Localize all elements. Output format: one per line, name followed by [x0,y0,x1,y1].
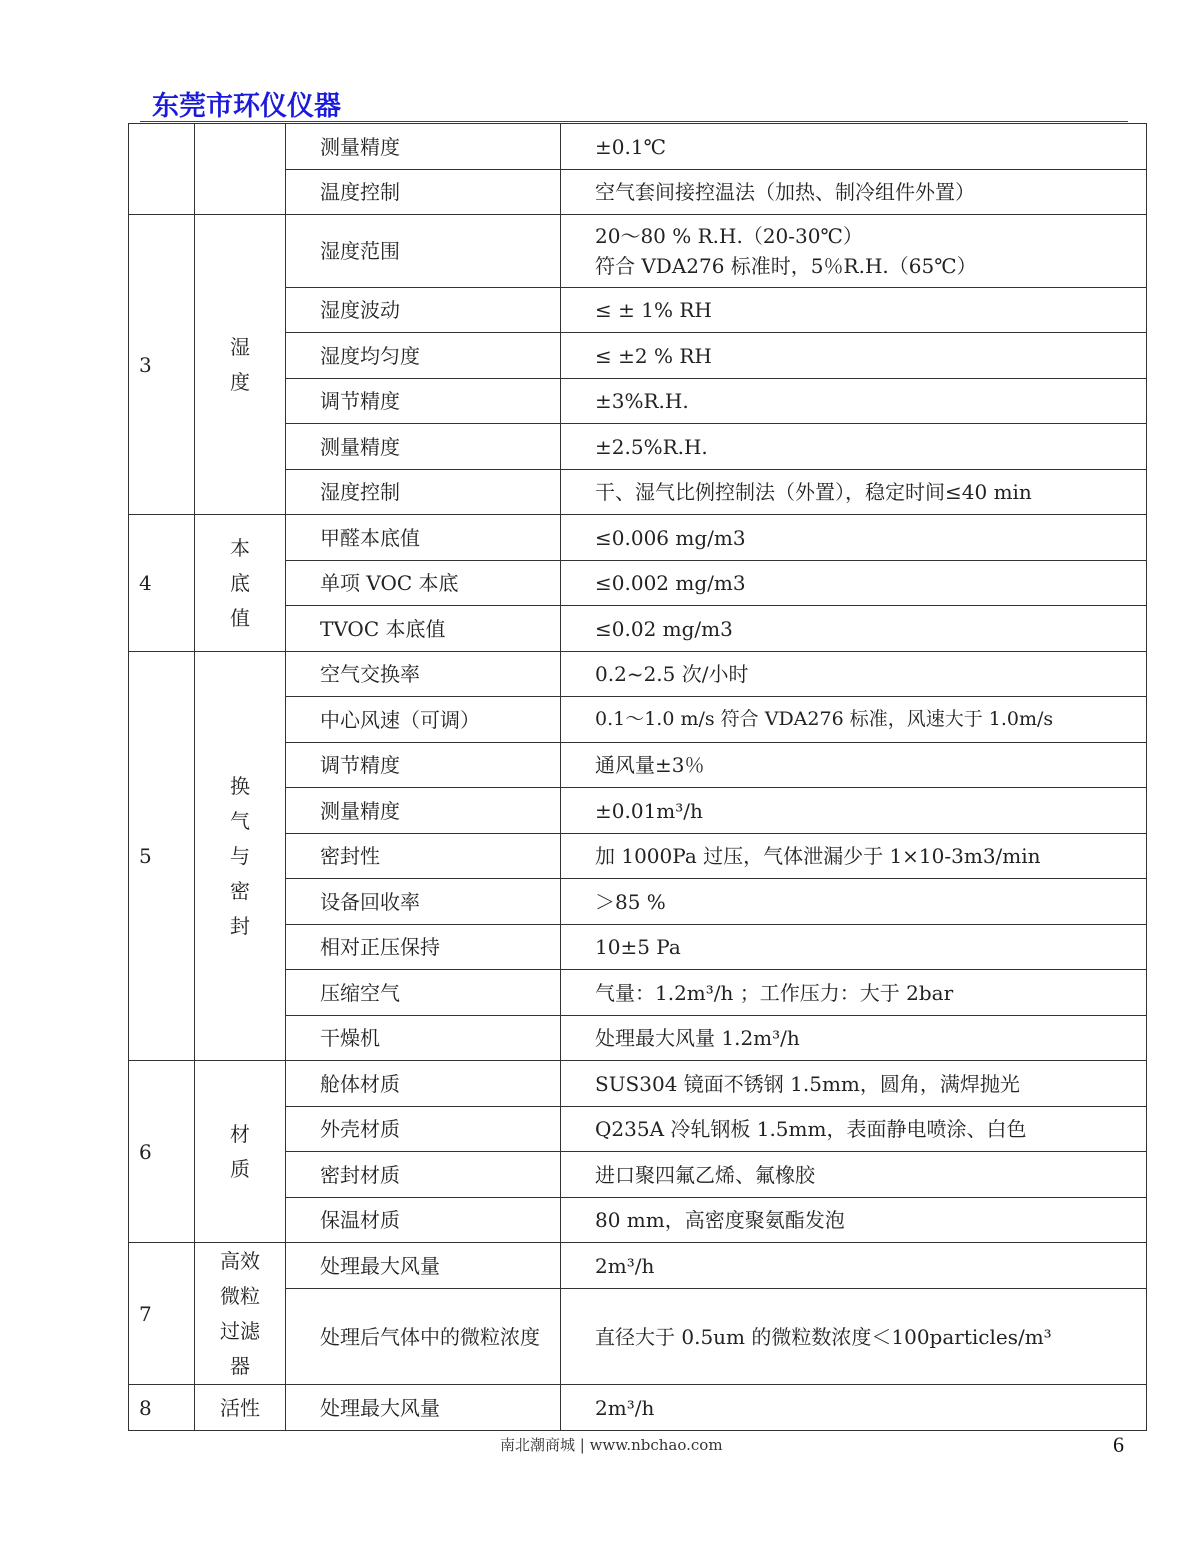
value-cell: SUS304 镜面不锈钢 1.5mm，圆角，满焊抛光 [561,1061,1147,1107]
item-cell: 处理最大风量 [286,1243,561,1289]
item-cell: 相对正压保持 [286,925,561,970]
item-cell: 湿度控制 [286,470,561,515]
value-cell: ＞85 % [561,879,1147,925]
item-cell: 外壳材质 [286,1107,561,1152]
table-row [129,215,1147,288]
value-cell: ±0.01m³/h [561,788,1147,834]
page-number: 6 [1113,1432,1124,1457]
table-row [129,124,1147,170]
value-cell: 通风量±3％ [561,743,1147,788]
value-cell: ±0.1℃ [561,124,1147,170]
value-cell: 0.1～1.0 m/s 符合 VDA276 标准，风速大于 1.0m/s [561,697,1147,743]
category-label: 高效微粒过滤器 [220,1248,260,1378]
value-cell: 直径大于 0.5um 的微粒数浓度＜100particles/m³ [561,1289,1147,1385]
header-divider [140,121,1128,122]
category-label: 材质 [230,1121,250,1181]
row-number-cell: 5 [129,652,195,1061]
value-cell: ≤0.002 mg/m3 [561,561,1147,606]
company-title: 东莞市环仪仪器 [152,91,341,122]
item-cell [286,1289,561,1385]
value-cell: 进口聚四氟乙烯、氟橡胶 [561,1152,1147,1198]
value-cell: ≤ ± 1% RH [561,288,1147,333]
item-cell: 湿度波动 [286,288,561,333]
value-cell: ≤0.006 mg/m3 [561,515,1147,561]
row-number-cell [129,124,195,215]
value-cell: 处理最大风量 1.2m³/h [561,1016,1147,1061]
value-cell: 80 mm，高密度聚氨酯发泡 [561,1198,1147,1243]
item-cell: 保温材质 [286,1198,561,1243]
value-cell: 2m³/h [561,1385,1147,1431]
spec-table [128,123,1147,1431]
value-cell: 空气套间接控温法（加热、制冷组件外置） [561,170,1147,215]
row-number-cell: 7 [129,1243,195,1385]
category-label: 换气与密封 [230,773,250,938]
item-cell: 密封材质 [286,1152,561,1198]
table-row [129,515,1147,561]
item-cell: 空气交换率 [286,652,561,697]
item-cell: TVOC 本底值 [286,606,561,652]
category-cell [195,215,286,515]
item-cell: 压缩空气 [286,970,561,1016]
value-line: 符合 VDA276 标准时，5％R.H.（65℃） [595,254,977,278]
table-row [129,1385,1147,1431]
item-cell: 温度控制 [286,170,561,215]
item-cell: 单项 VOC 本底 [286,561,561,606]
item-cell: 处理最大风量 [286,1385,561,1431]
value-cell: 气量：1.2m³/h ；工作压力：大于 2bar [561,970,1147,1016]
row-number-cell: 4 [129,515,195,652]
table-row [129,652,1147,697]
value-cell: ±3%R.H. [561,379,1147,424]
category-label: 湿度 [230,334,250,394]
item-cell: 中心风速（可调） [286,697,561,743]
value-cell: 干、湿气比例控制法（外置），稳定时间≤40 min [561,470,1147,515]
category-cell [195,515,286,652]
footer-site: 南北潮商城 | www.nbchao.com [500,1436,723,1454]
table-row [129,1243,1147,1289]
value-cell [561,215,1147,288]
category-label: 本底值 [230,535,250,630]
value-cell: ±2.5%R.H. [561,424,1147,470]
item-cell: 舱体材质 [286,1061,561,1107]
value-cell: ≤ ±2 % RH [561,333,1147,379]
table-row [129,1061,1147,1107]
item-cell: 湿度范围 [286,215,561,288]
value-cell: 2m³/h [561,1243,1147,1289]
value-cell: 10±5 Pa [561,925,1147,970]
row-number-cell: 8 [129,1385,195,1431]
row-number-cell: 6 [129,1061,195,1243]
value-line: 20～80 % R.H.（20-30℃） [595,224,863,248]
row-number-cell: 3 [129,215,195,515]
item-cell: 设备回收率 [286,879,561,925]
item-cell: 湿度均匀度 [286,333,561,379]
category-cell [195,124,286,215]
item-cell: 测量精度 [286,788,561,834]
value-cell: 加 1000Pa 过压，气体泄漏少于 1×10-3m3/min [561,834,1147,879]
value-cell: 0.2~2.5 次/小时 [561,652,1147,697]
item-cell: 调节精度 [286,379,561,424]
category-cell [195,1061,286,1243]
item-cell: 调节精度 [286,743,561,788]
item-cell: 测量精度 [286,124,561,170]
item-cell: 干燥机 [286,1016,561,1061]
item-cell: 测量精度 [286,424,561,470]
value-cell: Q235A 冷轧钢板 1.5mm，表面静电喷涂、白色 [561,1107,1147,1152]
value-cell: ≤0.02 mg/m3 [561,606,1147,652]
category-cell [195,1385,286,1431]
category-cell [195,1243,286,1385]
item-label: 处理后气体中的微粒浓度 [320,1324,540,1349]
category-label: 活性 [220,1395,260,1420]
item-cell: 甲醛本底值 [286,515,561,561]
item-cell: 密封性 [286,834,561,879]
category-cell [195,652,286,1061]
